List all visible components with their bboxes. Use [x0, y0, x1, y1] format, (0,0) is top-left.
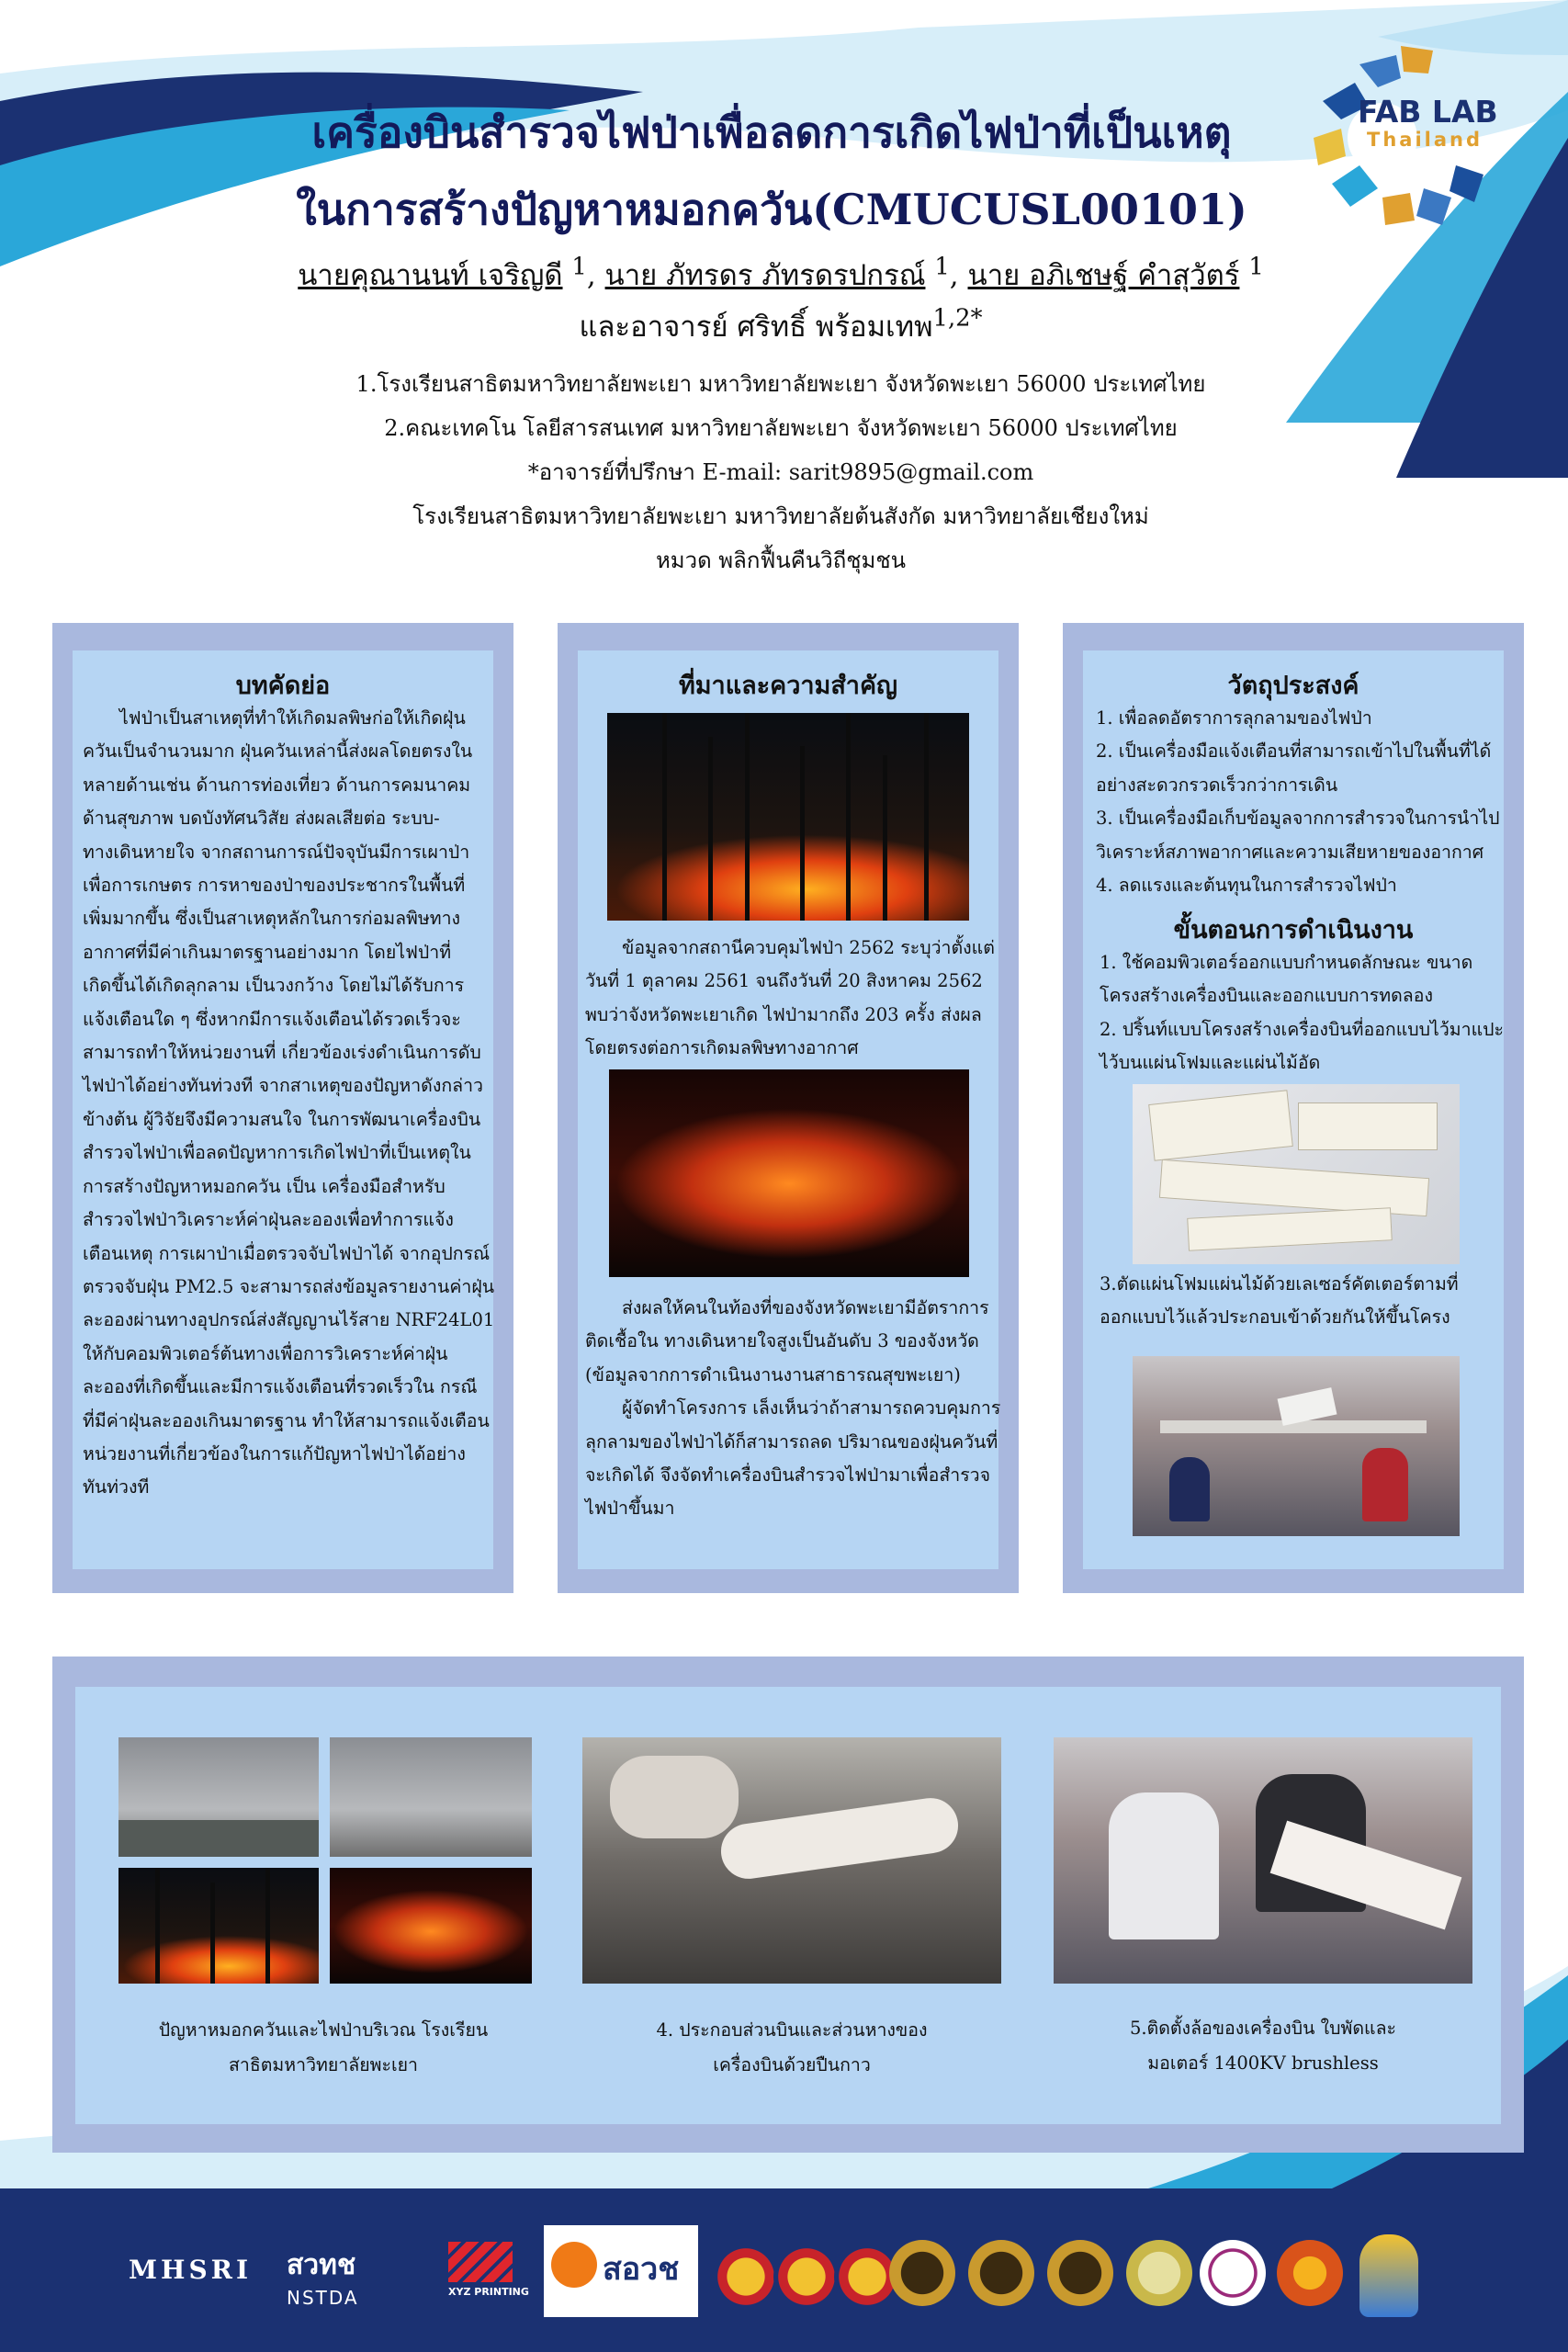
fire-photo-3: [118, 1868, 319, 1984]
mhsri-text: MHSRI: [129, 2255, 253, 2285]
abstract-line: ละอองที่เกิดขึ้นและมีการแจ้งเตือนที่รวดเร็วใน กรณี: [83, 1376, 478, 1398]
university-seal-5: [968, 2240, 1034, 2306]
fire-photo-4: [330, 1868, 532, 1984]
method-line: ไว้บนแผ่นโฟมและแผ่นไม้อัด: [1100, 1052, 1321, 1074]
method-line: โครงสร้างเครื่องบินและออกแบบการทดลอง: [1100, 985, 1433, 1007]
objective-line: อย่างสะดวกรวดเร็วกว่าการเดิน: [1096, 774, 1338, 796]
school-line: โรงเรียนสาธิตมหาวิทยาลัยพะเยา มหาวิทยาลัยต้นสังกัด มหาวิทยาลัยเชียงใหม่: [412, 503, 1149, 529]
abstract-line: ทันท่วงที: [83, 1476, 150, 1498]
abstract-line: ไฟป่าได้อย่างทันท่วงที จากสาเหตุของปัญหาดังกล่าว: [83, 1075, 483, 1097]
caption-line: สาธิตมหาวิทยาลัยพะเยา: [229, 2054, 418, 2075]
background-line: วันที่ 1 ตุลาคม 2561 จนถึงวันที่ 20 สิงหาคม 2562: [585, 970, 983, 992]
abstract-line: หน่วยงานที่เกี่ยวข้องในการแก้ปัญหาไฟป่าได้อย่าง: [83, 1442, 466, 1464]
gallery-caption-1: [107, 2013, 539, 2083]
background-para-1: [585, 932, 1008, 1066]
objectives-list: [1096, 702, 1509, 902]
background-line: ลุกลามของไฟป่าได้ก็สามารถลด ปริมาณของฝุ่นควันที่: [585, 1430, 998, 1453]
abstract-line: ควันเป็นจำนวนมาก ฝุ่นควันเหล่านี้ส่งผลโดยตรงใน: [83, 741, 473, 763]
authors-line: นายคุณานนท์ เจริญดี $^1$, นาย ภัทรดร ภัทรดรปกรณ์ $^1$, นาย อภิเชษฐ์ คำสุวัตร์ $^1$: [298, 253, 1264, 292]
method-line: ออกแบบไว้แล้วประกอบเข้าด้วยกันให้ขึ้นโครง: [1100, 1306, 1450, 1329]
fablab-logo: [1295, 37, 1525, 239]
affiliation-1: 1.โรงเรียนสาธิตมหาวิทยาลัยพะเยา มหาวิทยาลัยพะเยา จังหวัดพะเยา 56000 ประเทศไทย: [355, 371, 1206, 397]
abstract-line: ตรวจจับฝุ่น PM2.5 จะสามารถส่งข้อมูลรายงานค่าฝุ่น: [83, 1275, 495, 1297]
objectives-heading: วัตถุประสงค์: [1227, 672, 1359, 700]
abstract-line: สำรวจไฟป่าวิเคราะห์ค่าฝุ่นละอองเพื่อทำการแจ้ง: [83, 1209, 454, 1231]
abstract-line: อากาศที่มีค่าเกินมาตรฐานอย่างมาก โดยไฟป่าที่: [83, 941, 452, 963]
abstract-line: เกิดขึ้นได้เกิดลุกลาม เป็นวงกว้าง โดยไม่ได้รับการ: [83, 975, 465, 997]
abstract-text: [83, 702, 496, 1505]
background-line: (ข้อมูลจากการดำเนินงานงานสาธารณสุขพะเยา): [585, 1363, 961, 1385]
university-seal-2: [773, 2244, 840, 2310]
university-seal-7: [1126, 2240, 1192, 2306]
background-line: ส่งผลให้คนในท้องที่ของจังหวัดพะเยามีอัตราการ: [622, 1297, 989, 1318]
sorvorchor-text: สอวช: [603, 2251, 680, 2288]
objective-line: 1. เพื่อลดอัตราการลุกลามของไฟป่า: [1096, 707, 1372, 729]
abstract-panel: [52, 623, 513, 1593]
method-line: 3.ตัดแผ่นโฟมแผ่นไม้ด้วยเลเซอร์คัตเตอร์ตามที่: [1100, 1273, 1459, 1295]
gallery-caption-3: [1054, 2011, 1472, 2081]
author-3-affil: 1: [1248, 253, 1264, 281]
author-2: นาย ภัทรดร ภัทรดรปกรณ์: [604, 259, 926, 292]
fablab-text: FAB LAB: [1358, 94, 1498, 130]
method-steps-3: [1100, 1268, 1513, 1335]
method-steps-1: [1100, 946, 1513, 1080]
abstract-line: หลายด้านเช่น ด้านการท่องเที่ยว ด้านการคมนาคม: [83, 774, 471, 796]
abstract-line: ละอองผ่านทางอุปกรณ์ส่งสัญญานไร้สาย NRF24L01: [83, 1309, 495, 1331]
method-line: 2. ปริ้นท์แบบโครงสร้างเครื่องบินที่ออกแบบไว้มาแปะ: [1100, 1018, 1505, 1040]
background-line: ไฟป่าขึ้นมา: [585, 1498, 675, 1520]
method-line: 1. ใช้คอมพิวเตอร์ออกแบบกำหนดลักษณะ ขนาด: [1100, 952, 1473, 973]
university-seal-10: [1359, 2234, 1418, 2317]
objective-line: 4. ลดแรงและต้นทุนในการสำรวจไฟป่า: [1096, 875, 1397, 897]
advisor-email: *อาจารย์ที่ปรึกษา E-mail: sarit9895@gmail.com: [527, 459, 1034, 485]
poster-title-line2: ในการสร้างปัญหาหมอกควัน(CMUCUSL00101): [296, 185, 1247, 234]
university-seal-8: [1200, 2240, 1266, 2306]
abstract-line: เพิ่มมากขึ้น ซึ่งเป็นสาเหตุหลักในการก่อมลพิษทาง: [83, 908, 461, 930]
foam-template-photo: [1133, 1084, 1460, 1264]
university-seal-1: [713, 2244, 779, 2310]
abstract-line: สามารถทำให้หน่วยงานที่ เกี่ยวข้องเร่งดำเนินการดับ: [83, 1042, 481, 1064]
background-panel: [558, 623, 1019, 1593]
assembly-photo: [582, 1737, 1001, 1984]
abstract-line: สำรวจไฟป่าเพื่อลดปัญหาการเกิดไฟป่าที่เป็นเหตุใน: [83, 1142, 471, 1164]
background-para-2: [585, 1292, 1008, 1526]
gallery-caption-2: [582, 2013, 1001, 2083]
nstda-logo: [287, 2244, 424, 2308]
abstract-line: เพื่อการเกษตร การหาของป่าของประชากรในพื้นที่: [83, 875, 466, 897]
objectives-panel: [1063, 623, 1524, 1593]
forest-fire-photo-2: [609, 1069, 969, 1277]
background-line: ผู้จัดทำโครงการ เล็งเห็นว่าถ้าสามารถควบคุมการ: [622, 1397, 1001, 1419]
caption-line: มอเตอร์ 1400KV brushless: [1147, 2052, 1379, 2074]
author-2-affil: 1: [934, 253, 950, 281]
install-motor-photo: [1054, 1737, 1472, 1984]
advisor-affil: 1,2*: [932, 304, 983, 333]
abstract-line: การสร้างปัญหาหมอกควัน เป็น เครื่องมือสำหรับ: [83, 1175, 446, 1197]
fablab-subtext: Thailand: [1367, 129, 1483, 151]
haze-photo-2: [330, 1737, 532, 1857]
nstda-thai-text: สวทช: [287, 2249, 356, 2281]
forest-fire-photo-1: [607, 713, 969, 921]
sponsor-footer: [0, 2188, 1568, 2352]
xyz-text: XYZ PRINTING: [448, 2286, 529, 2298]
background-heading: ที่มาและความสำคัญ: [678, 672, 898, 700]
caption-line: ปัญหาหมอกควันและไฟป่าบริเวณ โรงเรียน: [158, 2019, 489, 2041]
background-line: พบว่าจังหวัดพะเยาเกิด ไฟป่ามากถึง 203 ครั้ง ส่งผล: [585, 1003, 982, 1025]
background-line: จะเกิดได้ จึงจัดทำเครื่องบินสำรวจไฟป่ามาเพื่อสำรวจ: [585, 1464, 991, 1487]
caption-line: 5.ติดตั้งล้อของเครื่องบิน ใบพัดและ: [1129, 2018, 1397, 2039]
abstract-line: ไฟป่าเป็นสาเหตุที่ทำให้เกิดมลพิษก่อให้เกิดฝุ่น: [119, 707, 466, 729]
caption-line: เครื่องบินด้วยปืนกาว: [713, 2054, 871, 2075]
abstract-line: ข้างต้น ผู้วิจัยจึงมีความสนใจ ในการพัฒนาเครื่องบิน: [83, 1108, 481, 1130]
poster-title-line1: เครื่องบินสำรวจไฟป่าเพื่อลดการเกิดไฟป่าที่เป็นเหตุ: [311, 107, 1232, 157]
abstract-line: ด้านสุขภาพ บดบังทัศนวิสัย ส่งผลเสียต่อ ระบบ-: [83, 808, 440, 830]
author-3: นาย อภิเชษฐ์ คำสุวัตร์: [967, 259, 1240, 292]
objective-line: วิเคราะห์สภาพอากาศและความเสียหายของอากาศ: [1096, 841, 1484, 863]
gallery-panel: [52, 1657, 1524, 2153]
background-line: โดยตรงต่อการเกิดมลพิษทางอากาศ: [585, 1037, 859, 1059]
caption-line: 4. ประกอบส่วนบินและส่วนหางของ: [656, 2019, 928, 2041]
objective-line: 2. เป็นเครื่องมือแจ้งเตือนที่สามารถเข้าไปในพื้นที่ได้: [1096, 741, 1492, 763]
abstract-heading: บทคัดย่อ: [235, 672, 331, 700]
lab-laser-cutting-photo: [1133, 1356, 1460, 1536]
advisor-line: [184, 303, 1378, 349]
author-1: นายคุณานนท์ เจริญดี: [298, 259, 563, 292]
author-1-affil: 1: [571, 253, 587, 281]
background-line: ติดเชื้อใน ทางเดินหายใจสูงเป็นอันดับ 3 ของจังหวัด: [585, 1330, 979, 1352]
method-heading: ขั้นตอนการดำเนินงาน: [1173, 916, 1414, 944]
haze-photo-1: [118, 1737, 319, 1857]
xyz-printing-logo: [448, 2242, 531, 2315]
abstract-line: เตือนเหตุ การเผาป่าเมื่อตรวจจับไฟป่าได้ จากอุปกรณ์: [83, 1242, 491, 1264]
background-line: ข้อมูลจากสถานีควบคุมไฟป่า 2562 ระบุว่าตั้งแต่: [622, 937, 995, 958]
abstract-line: แจ้งเตือนใด ๆ ซึ่งหากมีการแจ้งเตือนได้รวดเร็วจะ: [83, 1008, 461, 1030]
abstract-line: ที่มีค่าฝุ่นละอองเกินมาตรฐาน ทำให้สามารถแจ้งเตือน: [83, 1409, 490, 1431]
university-seal-9: [1277, 2240, 1343, 2306]
affiliation-2: 2.คณะเทคโน โลยีสารสนเทศ มหาวิทยาลัยพะเยา จังหวัดพะเยา 56000 ประเทศไทย: [384, 415, 1178, 441]
objective-line: 3. เป็นเครื่องมือเก็บข้อมูลจากการสำรวจในการนำไป: [1096, 808, 1500, 830]
sorvorchor-logo: [544, 2225, 698, 2317]
abstract-line: ให้กับคอมพิวเตอร์ต้นทางเพื่อการวิเคราะห์ค่าฝุ่น: [83, 1342, 448, 1364]
mhsri-logo: [129, 2255, 266, 2301]
category-line: หมวด พลิกฟื้นคืนวิถีชุมชน: [655, 548, 907, 573]
advisor-name: และอาจารย์ ศริทธิ์ พร้อมเทพ: [579, 311, 933, 344]
abstract-line: ทางเดินหายใจ จากสถานการณ์ปัจจุบันมีการเผาป่า: [83, 841, 470, 863]
university-seal-4: [889, 2240, 955, 2306]
university-seal-6: [1047, 2240, 1113, 2306]
nstda-text: NSTDA: [287, 2287, 359, 2309]
